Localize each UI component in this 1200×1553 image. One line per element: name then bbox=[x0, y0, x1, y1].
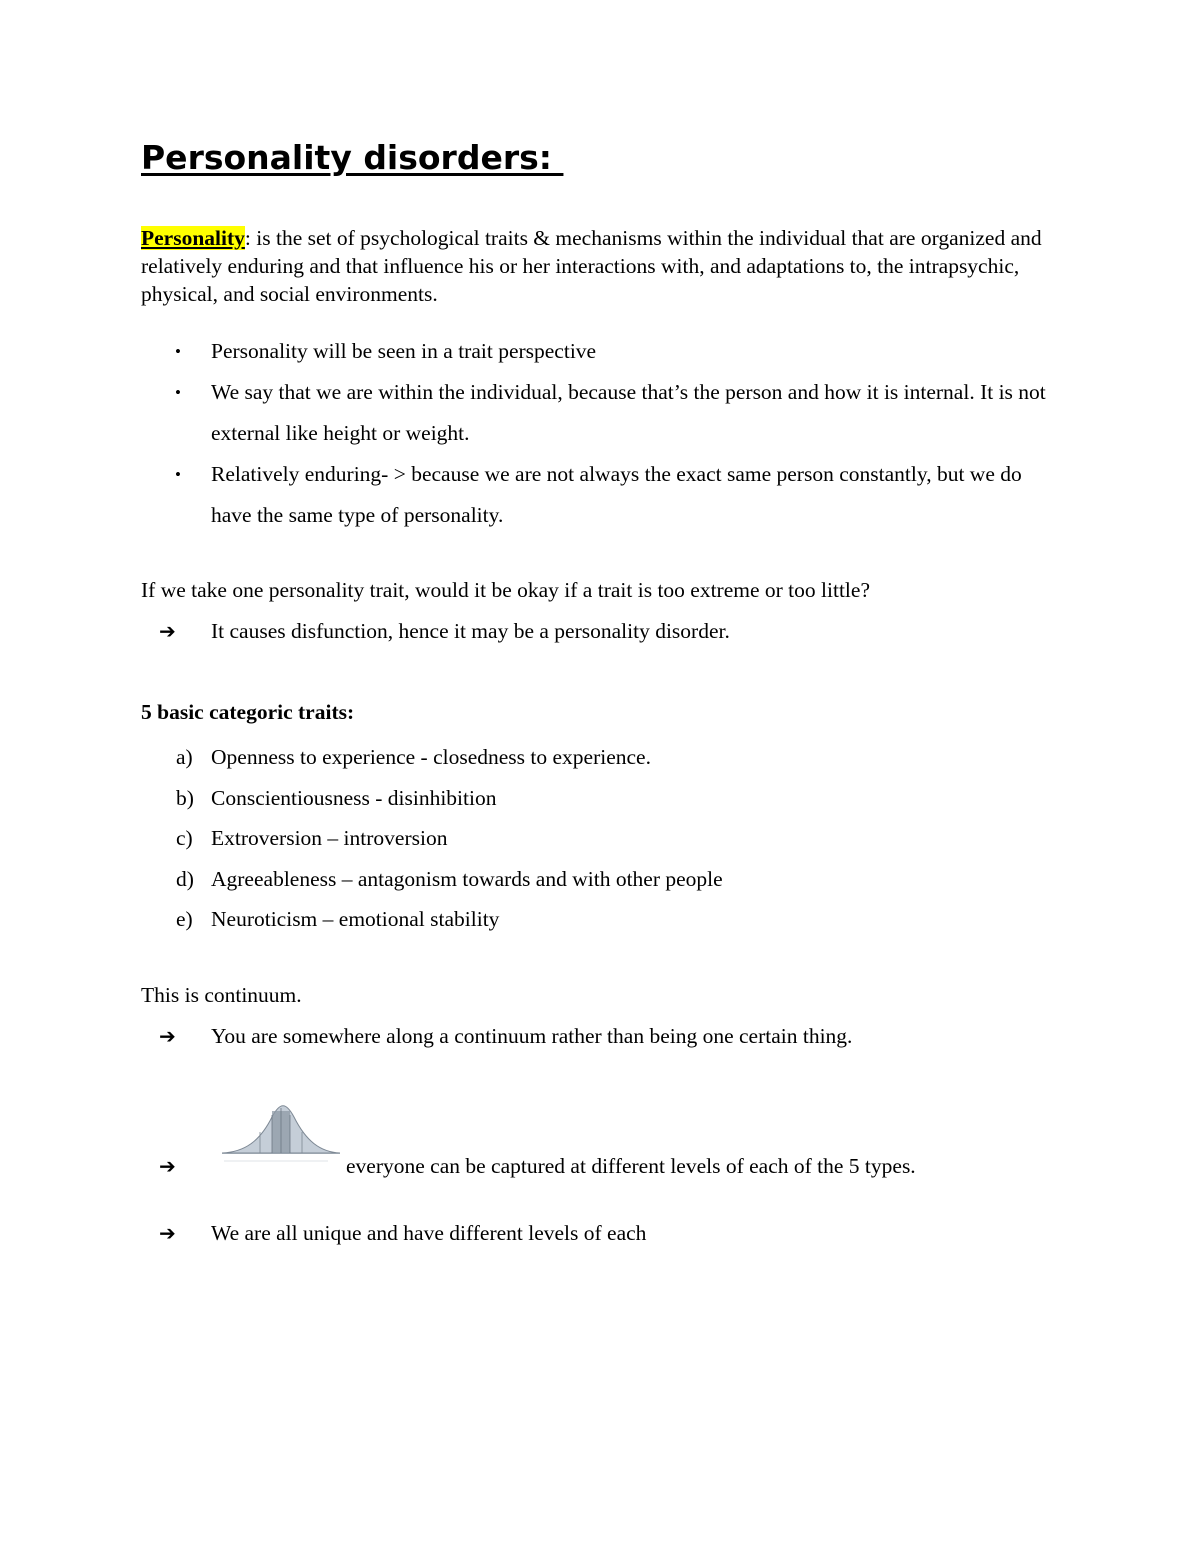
right-arrow-icon: ➔ bbox=[159, 1154, 176, 1178]
list-item bbox=[141, 818, 723, 859]
bullet-text: Relatively enduring- > because we are not always the exact same person constantly, but we do have the same type of personality. bbox=[211, 462, 1022, 527]
list-item bbox=[141, 859, 723, 900]
list-item bbox=[141, 899, 723, 940]
question-line: If we take one personality trait, would it be okay if a trait is too extreme or too little? bbox=[141, 578, 870, 602]
question-answer bbox=[159, 617, 730, 645]
list-letter: d) bbox=[176, 866, 194, 891]
continuum-point-text: We are all unique and have different levels of each bbox=[211, 1221, 647, 1245]
continuum-point bbox=[159, 1219, 646, 1247]
continuum-point-text: everyone can be captured at different levels of each of the 5 types. bbox=[346, 1154, 916, 1178]
trait-text: Agreeableness – antagonism towards and with other people bbox=[211, 866, 723, 891]
list-letter: e) bbox=[176, 907, 193, 931]
right-arrow-icon: ➔ bbox=[159, 1221, 176, 1245]
bullet-list bbox=[141, 331, 1061, 536]
bullet-item bbox=[141, 372, 1061, 454]
trait-text: Openness to experience - closedness to experience. bbox=[211, 745, 651, 769]
traits-list bbox=[141, 737, 723, 940]
bullet-text: We say that we are within the individual, because that’s the person and how it is internal. It is not external like height or weight. bbox=[211, 380, 1046, 445]
right-arrow-icon: ➔ bbox=[159, 619, 176, 643]
continuum-text: This is continuum. bbox=[141, 983, 302, 1007]
bullet-item bbox=[141, 331, 1061, 372]
list-letter: b) bbox=[176, 785, 194, 810]
trait-text: Conscientiousness - disinhibition bbox=[211, 785, 497, 810]
list-item bbox=[141, 778, 723, 819]
continuum-point-text: You are somewhere along a continuum rather than being one certain thing. bbox=[211, 1024, 853, 1048]
answer-text: It causes disfunction, hence it may be a personality disorder. bbox=[211, 619, 730, 643]
traits-heading: 5 basic categoric traits: bbox=[141, 700, 355, 724]
bullet-text: Personality will be seen in a trait perspective bbox=[211, 339, 597, 363]
list-item bbox=[141, 737, 723, 778]
continuum-point bbox=[159, 1022, 852, 1050]
right-arrow-icon: ➔ bbox=[159, 1024, 176, 1048]
page-title: Personality disorders: bbox=[141, 138, 564, 177]
bullet-dot-icon: • bbox=[175, 342, 181, 361]
trait-text: Neuroticism – emotional stability bbox=[211, 907, 500, 931]
bell-curve-image bbox=[220, 1103, 342, 1165]
personality-definition bbox=[141, 224, 1061, 308]
list-letter: a) bbox=[176, 745, 193, 769]
bullet-dot-icon: • bbox=[175, 465, 181, 484]
continuum-point-arrow bbox=[159, 1152, 211, 1180]
list-letter: c) bbox=[176, 826, 193, 850]
trait-text: Extroversion – introversion bbox=[211, 826, 448, 850]
definition-text: : is the set of psychological traits & mechanisms within the individual that are organized and relatively enduring and that influence his or her interactions with, and adaptations to, the intrapsychic, physical, and social environments. bbox=[141, 226, 1042, 306]
bullet-item bbox=[141, 454, 1061, 536]
definition-term: Personality bbox=[141, 226, 245, 250]
bullet-dot-icon: • bbox=[175, 383, 181, 402]
